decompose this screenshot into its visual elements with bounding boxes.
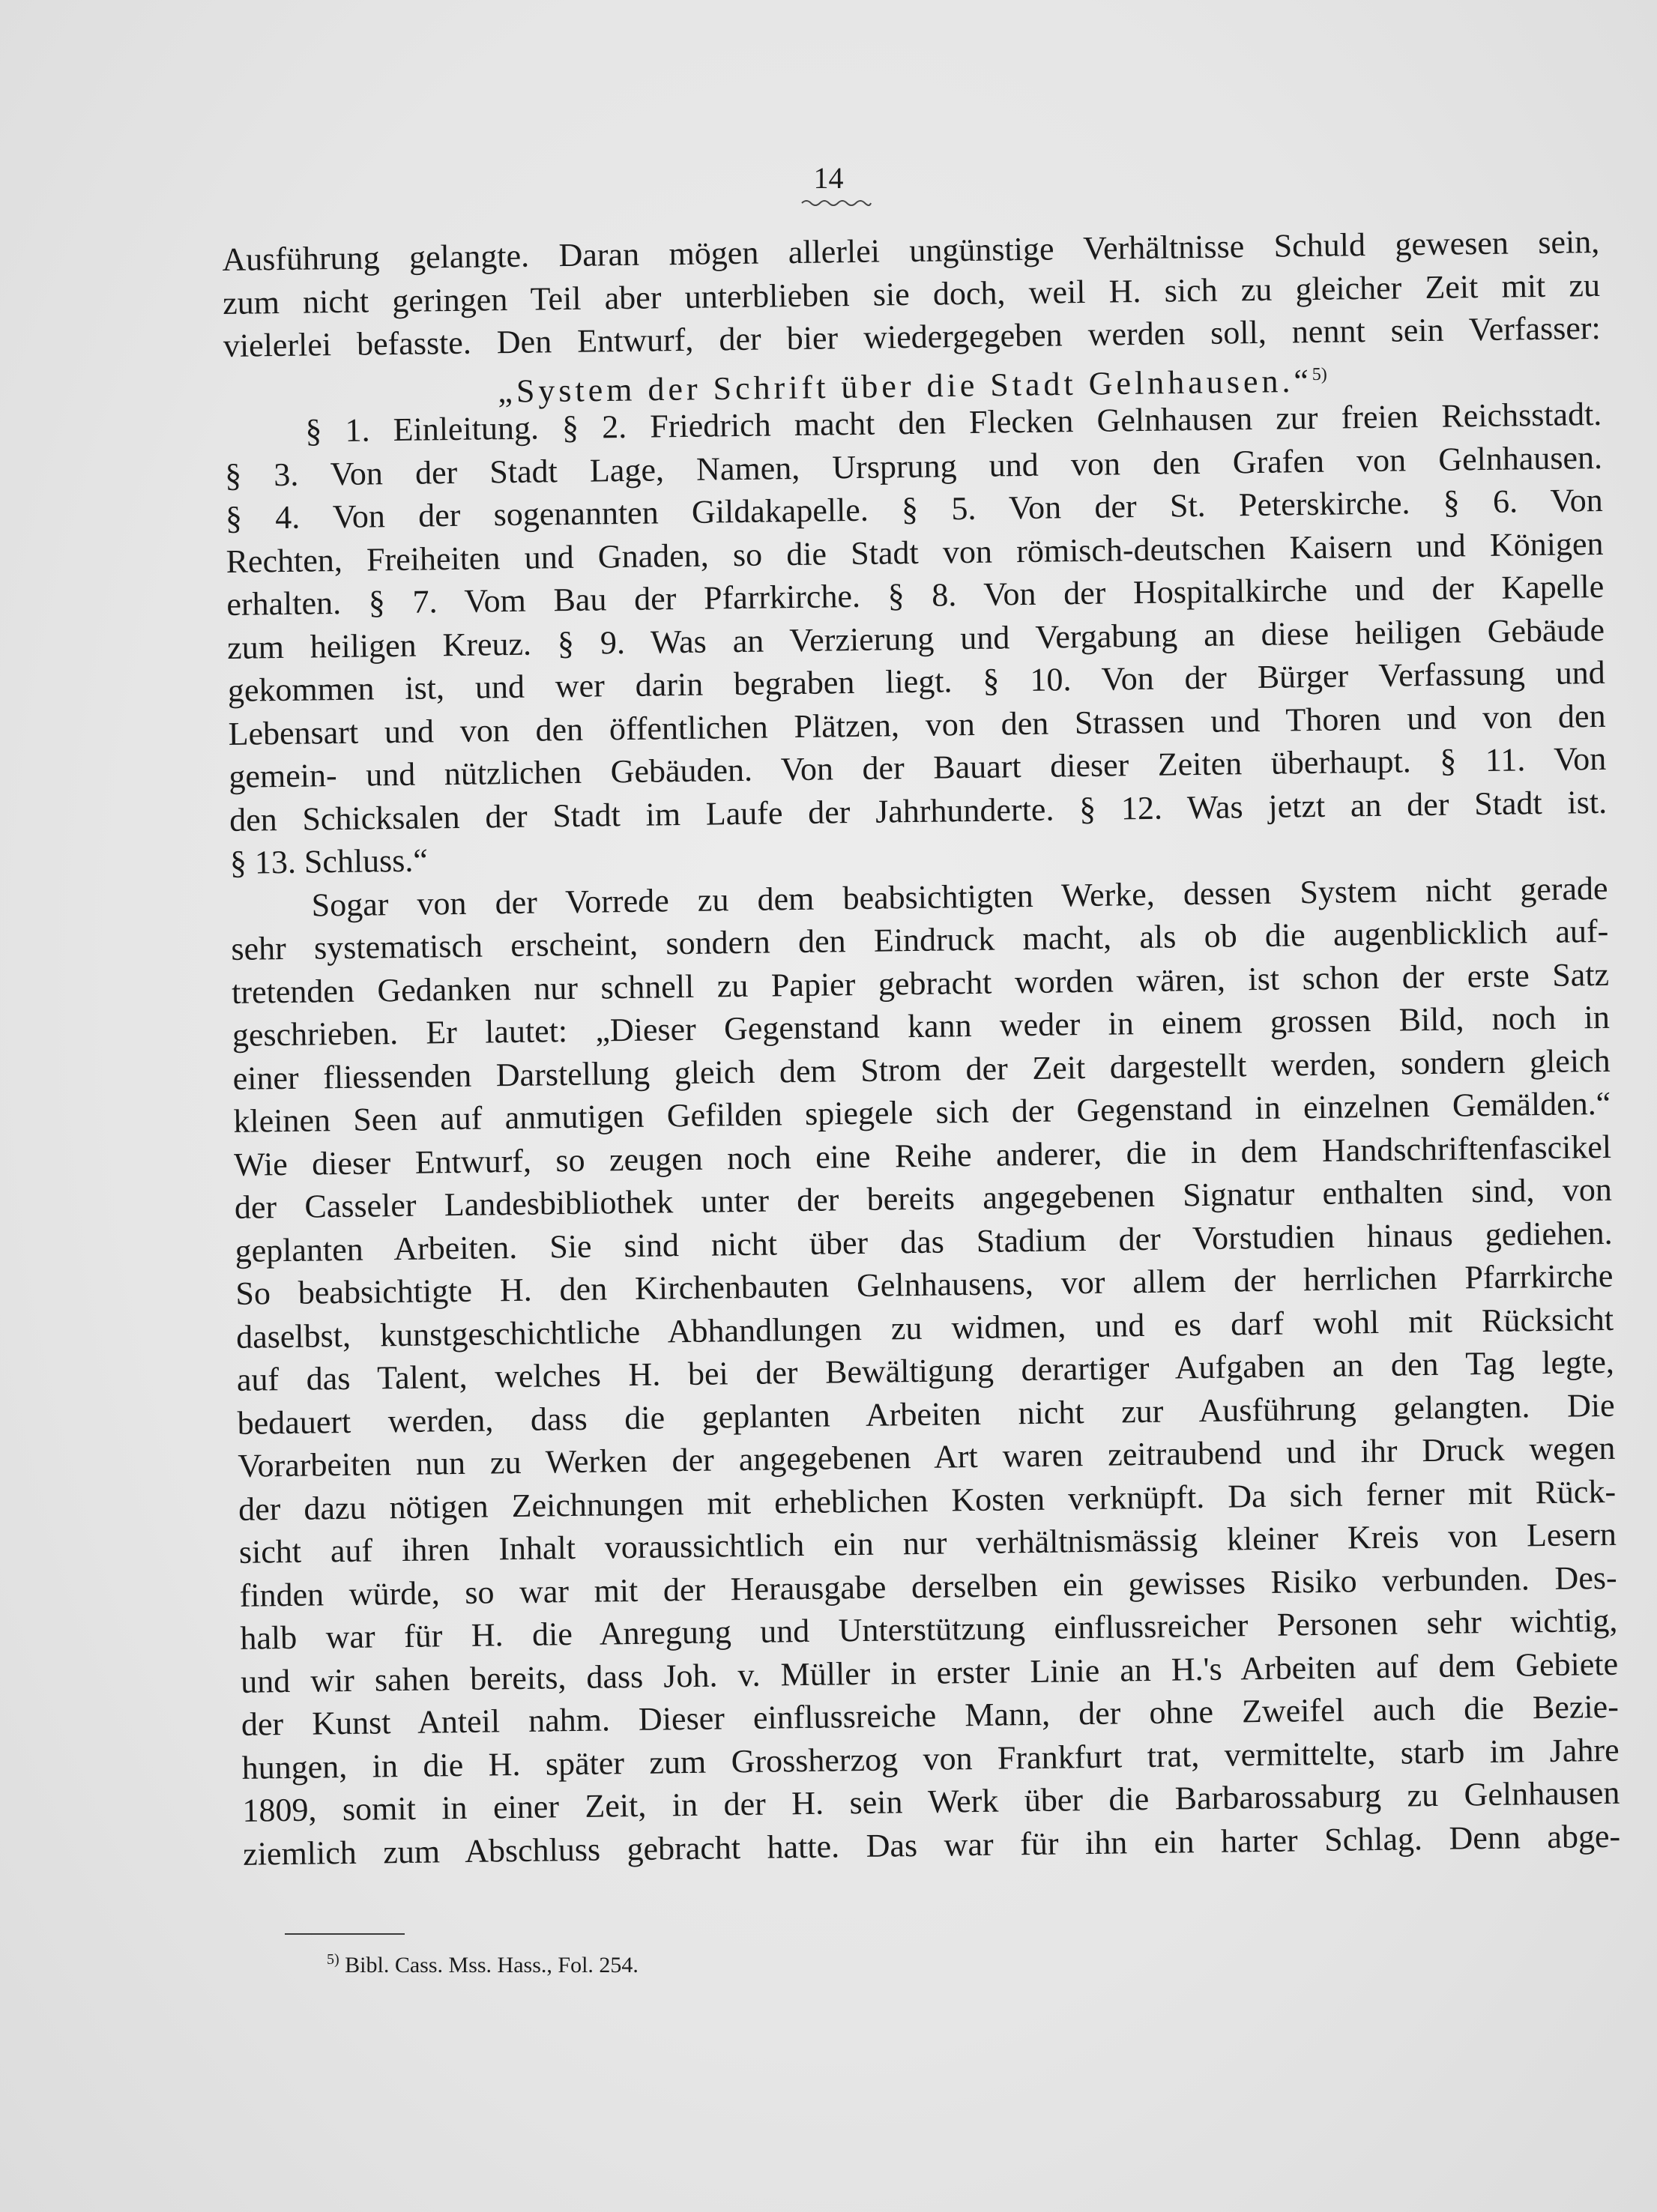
text-line: finden würde, so war mit der Herausgabe derselben ein gewisses Risiko verbunden. Des- — [239, 1559, 1617, 1614]
text-line: erhalten. § 7. Vom Bau der Pfarrkirche. § 8. Von der Hospitalkirche und der Kapelle — [226, 567, 1605, 623]
text-line: sehr systematisch erscheint, sondern den Eindruck macht, als ob die augenblicklich auf- — [231, 912, 1609, 967]
text-line: daselbst, kunstgeschichtliche Abhandlungen zu widmen, und es darf wohl mit Rücksicht — [235, 1300, 1614, 1356]
text-line: ziemlich zum Abschluss gebracht hatte. Das war für ihn ein harter Schlag. Denn abge- — [242, 1817, 1621, 1873]
text-line: gemein- und nützlichen Gebäuden. Von der Bauart dieser Zeiten überhaupt. § 11. Von — [229, 740, 1607, 795]
text-line: 1809, somit in einer Zeit, in der H. sein Werk über die Barbarossaburg zu Gelnhausen — [242, 1774, 1620, 1829]
body-text — [222, 220, 1620, 1876]
text-line: bedauert werden, dass die geplanten Arbeiten nicht zur Ausführung gelangten. Die — [237, 1386, 1615, 1442]
wavy-ornament-icon — [800, 198, 872, 208]
text-line: kleinen Seen auf anmutigen Gefilden spiegele sich der Gegenstand in einzelnen Gemälden.“ — [233, 1084, 1611, 1140]
text-line: Rechten, Freiheiten und Gnaden, so die Stadt von römisch-deutschen Kaisern und Königen — [226, 525, 1604, 580]
text-line: § 4. Von der sogenannten Gildakapelle. § 5. Von der St. Peterskirche. § 6. Von — [225, 481, 1604, 537]
text-line: § 3. Von der Stadt Lage, Namen, Ursprung und von den Grafen von Gelnhausen. — [224, 438, 1603, 494]
footnote-text: Bibl. Cass. Mss. Hass., Fol. 254. — [345, 1953, 639, 1977]
footnote-reference: 5) — [1312, 364, 1327, 384]
text-line: vielerlei befasste. Den Entwurf, der bier wiedergegeben werden soll, nennt sein Verfasser: — [223, 309, 1602, 364]
text-line: Wie dieser Entwurf, so zeugen noch eine Reihe anderer, die in dem Handschriftenfascikel — [233, 1128, 1612, 1183]
text-line: der Casseler Landesbibliothek unter der bereits angegebenen Signatur enthalten sind, von — [234, 1170, 1613, 1226]
text-line: geplanten Arbeiten. Sie sind nicht über das Stadium der Vorstudien hinaus gediehen. — [235, 1214, 1613, 1269]
text-line: Ausführung gelangte. Daran mögen allerlei ungünstige Verhältnisse Schuld gewesen sein, — [222, 223, 1600, 278]
text-line: hungen, in die H. später zum Grossherzog von Frankfurt trat, vermittelte, starb im Jahre — [241, 1731, 1620, 1786]
footnote — [327, 1951, 639, 1978]
text-line: der dazu nötigen Zeichnungen mit erheblichen Kosten verknüpft. Da sich ferner mit Rück- — [238, 1472, 1617, 1528]
text-line: und wir sahen bereits, dass Joh. v. Müller in erster Linie an H.'s Arbeiten auf dem Gebiete — [240, 1645, 1619, 1700]
text-line: zum nicht geringen Teil aber unterblieben sie doch, weil H. sich zu gleicher Zeit mit zu — [222, 266, 1601, 321]
text-line: sicht auf ihren Inhalt voraussichtlich ein nur verhältnismässig kleiner Kreis von Lesern — [238, 1515, 1617, 1571]
text-line: Lebensart und von den öffentlichen Plätzen, von den Strassen und Thoren und von den — [228, 697, 1606, 752]
text-line: der Kunst Anteil nahm. Dieser einflussreiche Mann, der ohne Zweifel auch die Bezie- — [241, 1687, 1620, 1743]
text-line: § 1. Einleitung. § 2. Friedrich macht den Flecken Gelnhausen zur freien Reichsstadt. — [305, 395, 1602, 450]
text-line: einer fliessenden Darstellung gleich dem Strom der Zeit dargestellt werden, sondern gleich — [232, 1042, 1611, 1097]
page-number: 14 — [813, 161, 844, 195]
footnote-divider — [285, 1933, 405, 1935]
text-line: gekommen ist, und wer darin begraben liegt. § 10. Von der Bürger Verfassung und — [227, 653, 1606, 709]
text-line: halb war für H. die Anregung und Unterstützung einflussreicher Personen sehr wichtig, — [240, 1601, 1618, 1657]
text-line: den Schicksalen der Stadt im Laufe der Jahrhunderte. § 12. Was jetzt an der Stadt ist. — [229, 783, 1608, 838]
text-line: geschrieben. Er lautet: „Dieser Gegenstand kann weder in einem grossen Bild, noch in — [232, 998, 1611, 1054]
text-line: auf das Talent, welches H. bei der Bewältigung derartiger Aufgaben an den Tag legte, — [236, 1343, 1615, 1398]
text-line: § 13. Schluss.“ — [229, 841, 429, 881]
text-line: zum heiligen Kreuz. § 9. Was an Verzierung und Vergabung an diese heiligen Gebäude — [226, 611, 1605, 666]
text-line: tretenden Gedanken nur schnell zu Papier gebracht worden wären, ist schon der erste Satz — [231, 955, 1610, 1011]
work-title: „System der Schrift über die Stadt Gelnhausen.“ — [498, 362, 1313, 410]
text-line: Sogar von der Vorrede zu dem beabsichtigten Werke, dessen System nicht gerade — [311, 869, 1608, 924]
text-line: Vorarbeiten nun zu Werken der angegebenen Art waren zeitraubend und ihr Druck wegen — [238, 1429, 1616, 1484]
footnote-marker: 5) — [327, 1951, 339, 1968]
text-line: So beabsichtigte H. den Kirchenbauten Gelnhausens, vor allem der herrlichen Pfarrkirche — [235, 1257, 1614, 1312]
